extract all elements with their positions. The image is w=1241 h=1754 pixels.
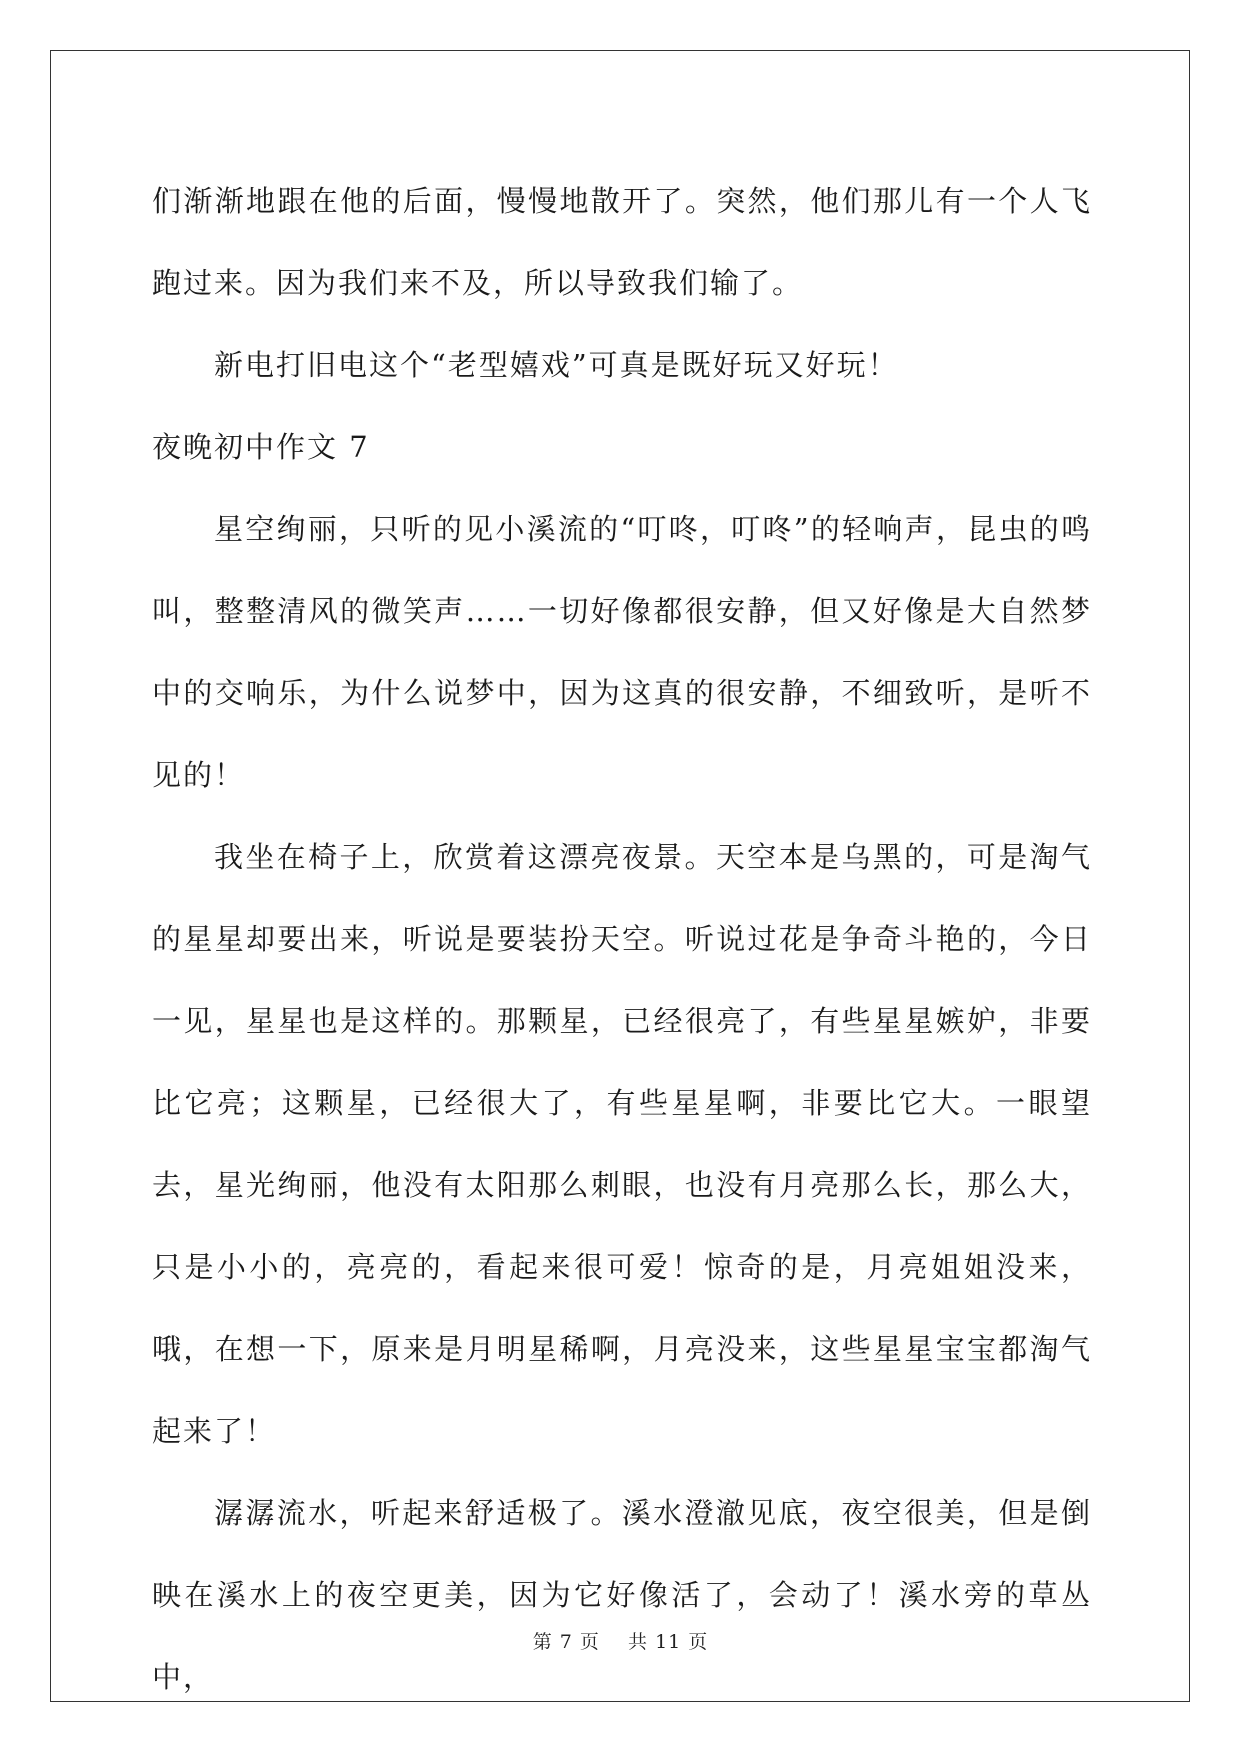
- paragraph: 星空绚丽，只听的见小溪流的“叮咚，叮咚”的轻响声，昆虫的鸣叫，整整清风的微笑声……一切好像都很安静，但又好像是大自然梦中的交响乐，为什么说梦中，因为这真的很安静，不细致听，是听不见的！: [152, 512, 1092, 792]
- page-footer: [0, 1627, 1241, 1654]
- page-total: 共 11 页: [628, 1631, 709, 1653]
- paragraph-continuation: 们渐渐地跟在他的后面，慢慢地散开了。突然，他们那儿有一个人飞跑过来。因为我们来不及，所以导致我们输了。: [152, 184, 1092, 300]
- document-body: [152, 160, 1092, 1718]
- paragraph: 我坐在椅子上，欣赏着这漂亮夜景。天空本是乌黑的，可是淘气的星星却要出来，听说是要装扮天空。听说过花是争奇斗艳的，今日一见，星星也是这样的。那颗星，已经很亮了，有些星星嫉妒，非要比它亮；这颗星，已经很大了，有些星星啊，非要比它大。一眼望去，星光绚丽，他没有太阳那么刺眼，也没有月亮那么长，那么大，只是小小的，亮亮的，看起来很可爱！惊奇的是，月亮姐姐没来，哦，在想一下，原来是月明星稀啊，月亮没来，这些星星宝宝都淘气起来了！: [152, 840, 1092, 1448]
- paragraph: 新电打旧电这个“老型嬉戏”可真是既好玩又好玩！: [214, 348, 899, 382]
- page-number: 第 7 页: [532, 1631, 600, 1653]
- section-heading: 夜晚初中作文 7: [152, 430, 370, 464]
- paragraph: 潺潺流水，听起来舒适极了。溪水澄澈见底，夜空很美，但是倒映在溪水上的夜空更美，因为它好像活了，会动了！溪水旁的草丛中，: [152, 1496, 1092, 1694]
